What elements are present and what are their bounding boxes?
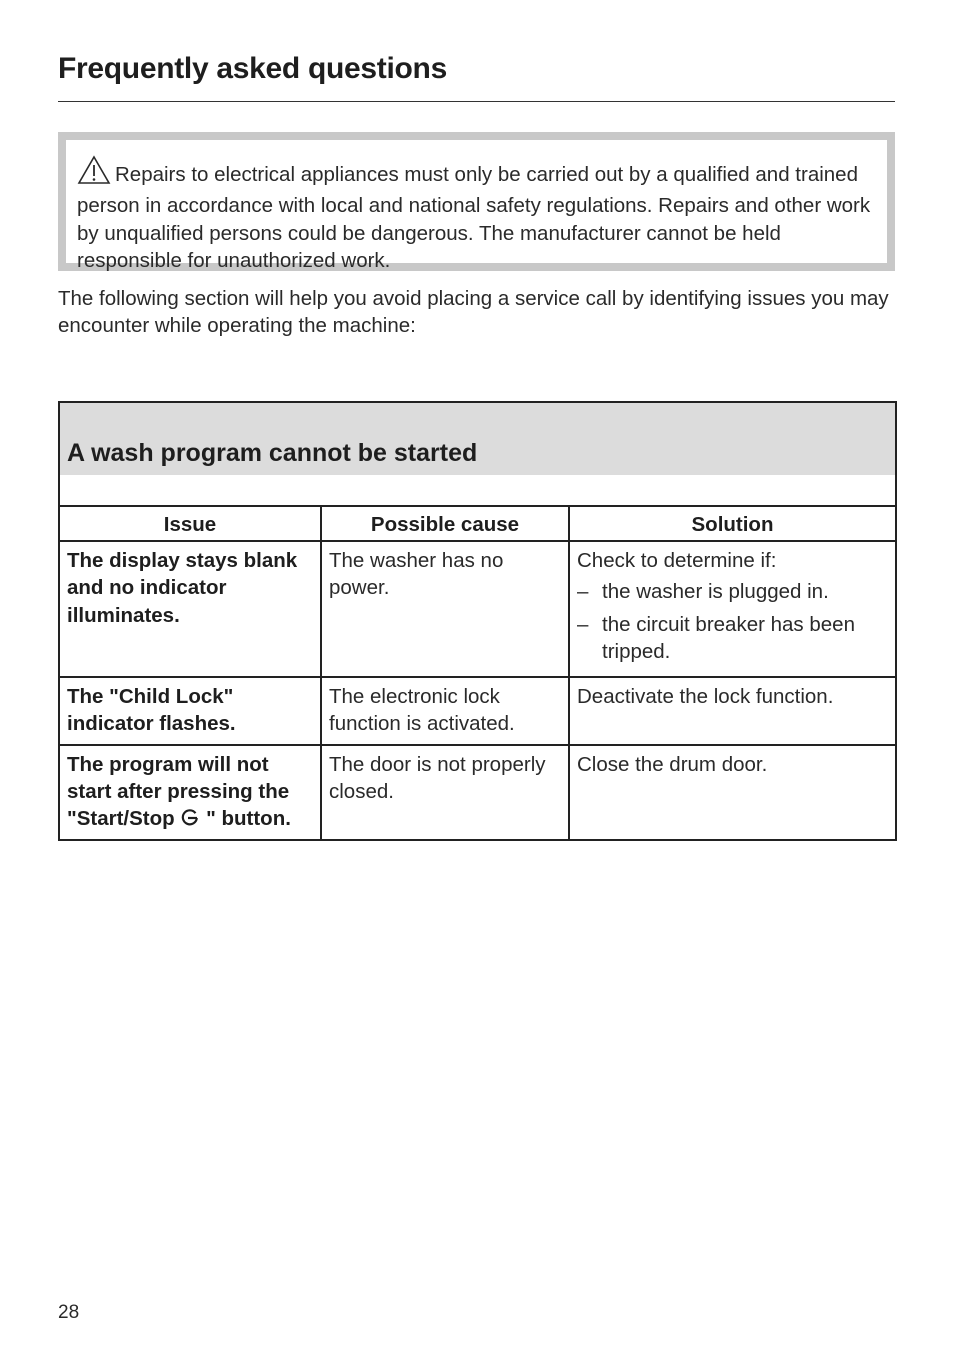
warning-content <box>66 140 887 272</box>
column-header-solution: Solution <box>569 506 896 541</box>
warning-box <box>58 132 895 271</box>
title-divider <box>58 101 895 102</box>
issue-text: The display stays blank and no indicator illuminates. <box>67 549 298 627</box>
list-item <box>577 611 889 666</box>
issue-text-end: " button. <box>200 807 291 831</box>
cause-cell <box>321 745 569 840</box>
section-header-cell <box>59 402 896 475</box>
issue-text: The "Child Lock" indicator flashes. <box>67 685 236 736</box>
warning-triangle-icon <box>77 155 111 192</box>
page-title: Frequently asked questions <box>58 52 447 85</box>
list-item-text: the circuit breaker has been tripped. <box>602 612 855 663</box>
table-row <box>59 541 896 677</box>
cause-text: The electronic lock function is activated. <box>329 685 515 736</box>
section-spacer <box>59 475 896 506</box>
cause-cell <box>321 677 569 745</box>
page-number: 28 <box>58 1302 80 1323</box>
issue-cell <box>59 745 321 840</box>
solution-cell <box>569 677 896 745</box>
solution-text: Deactivate the lock function. <box>577 685 834 709</box>
solution-text: Close the drum door. <box>577 752 768 776</box>
solution-cell <box>569 541 896 677</box>
section-title: A wash program cannot be started <box>67 438 478 467</box>
column-header-row <box>59 506 896 541</box>
section-spacer-row <box>59 475 896 506</box>
list-item-text: the washer is plugged in. <box>602 580 829 604</box>
column-header-cause: Possible cause <box>321 506 569 541</box>
dash-bullet: – <box>577 580 589 604</box>
list-item <box>577 578 889 605</box>
issue-cell <box>59 677 321 745</box>
faq-table <box>58 401 897 841</box>
cause-text: The door is not properly closed. <box>329 752 546 804</box>
cause-cell <box>321 541 569 677</box>
issue-text-start: The program will not start after pressing the "Start/Stop <box>67 752 290 831</box>
intro-paragraph: The following section will help you avoid placing a service call by identifying issues you may encounter while operating the machine: <box>58 287 889 338</box>
cause-text: The washer has no power. <box>329 549 504 600</box>
solution-cell <box>569 745 896 840</box>
dash-bullet: – <box>577 612 589 636</box>
column-header-issue: Issue <box>59 506 321 541</box>
solution-list <box>577 578 889 665</box>
section-header-row <box>59 402 896 475</box>
table-row <box>59 745 896 840</box>
warning-text: Repairs to electrical appliances must only be carried out by a qualified and trained person in accordance with local and national safety regulations. Repairs and other work by unqualified persons could be dangerous. The manufacturer cannot be held responsible for unauthorized work. <box>77 163 871 272</box>
start-stop-icon <box>180 807 200 830</box>
issue-cell <box>59 541 321 677</box>
table-row <box>59 677 896 745</box>
solution-text: Check to determine if: <box>577 549 777 572</box>
